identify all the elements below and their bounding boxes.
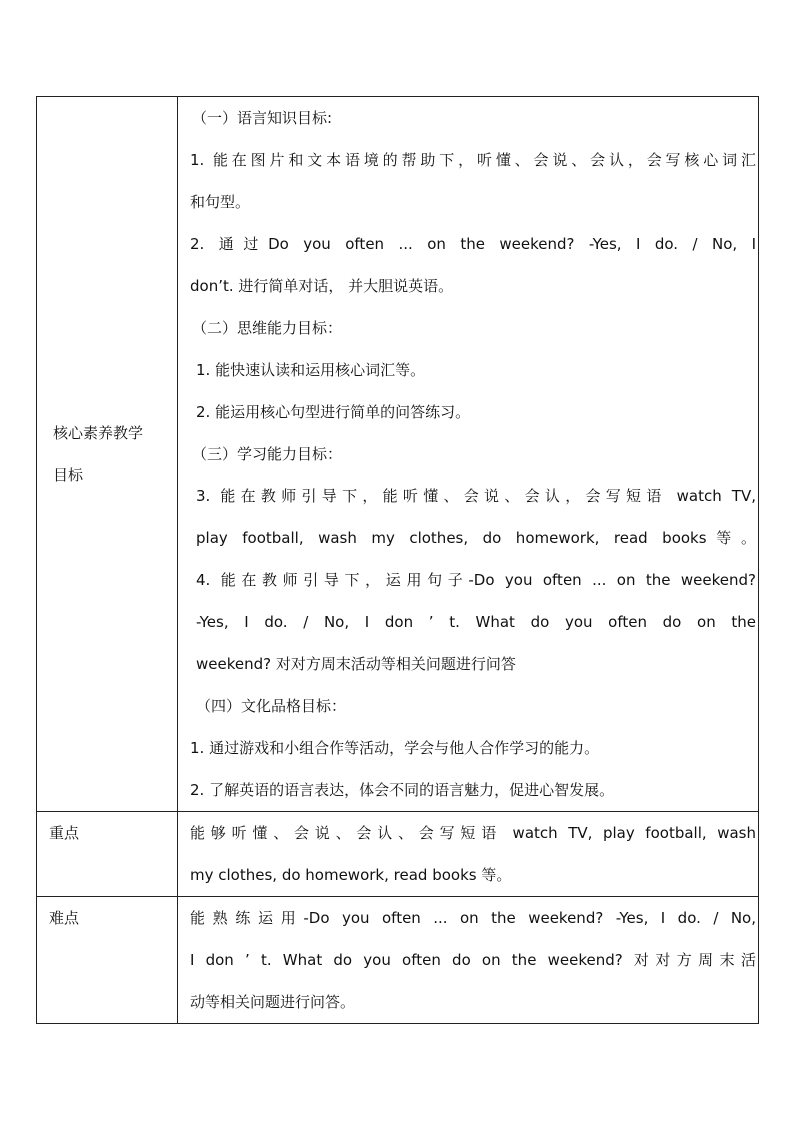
content-line: 2. 能运用核心句型进行简单的问答练习。	[196, 403, 471, 421]
content-line: -Yes, I do. / No, I don ’ t. What do you often do on the	[196, 613, 756, 631]
table-row-key-points	[37, 812, 759, 897]
content-line: my clothes, do homework, read books 等。	[190, 866, 512, 884]
section-heading-learning: （三）学习能力目标：	[192, 445, 343, 463]
content-line: 和句型。	[190, 193, 251, 211]
content-line: 动等相关问题进行问答。	[190, 993, 356, 1011]
content-line: 2. 通过Do you often ... on the weekend? -Yes, I do. / No, I	[190, 235, 756, 253]
row-label-line: 重点	[49, 824, 80, 842]
content-line: play football, wash my clothes, do homework, read books等。	[196, 529, 756, 547]
content-line: weekend? 对对方周末活动等相关问题进行问答	[196, 655, 516, 673]
row-content-key-points	[178, 812, 759, 897]
content-line: 1. 通过游戏和小组合作等活动，学会与他人合作学习的能力。	[190, 739, 600, 757]
row-label-line: 核心素养教学	[53, 424, 144, 442]
row-label-objectives	[37, 97, 178, 812]
content-line: 3. 能在教师引导下，能听懂、会说、会认，会写短语 watch TV,	[196, 487, 756, 505]
content-line: 1. 能快速认读和运用核心词汇等。	[196, 361, 426, 379]
section-heading-language: （一）语言知识目标:	[192, 109, 333, 127]
content-line: don’t. 进行简单对话， 并大胆说英语。	[190, 277, 454, 295]
table-row-difficulties	[37, 897, 759, 1024]
content-line: 1. 能在图片和文本语境的帮助下，听懂、会说、会认，会写核心词汇	[190, 151, 756, 169]
content-line: 能够听懂、会说、会认、会写短语 watch TV, play football, wash	[190, 824, 756, 842]
content-line: I don ’ t. What do you often do on the weekend? 对对方周末活	[190, 951, 756, 969]
content-line: 能熟练运用-Do you often ... on the weekend? -Yes, I do. / No,	[190, 909, 756, 927]
content-line: 2. 了解英语的语言表达，体会不同的语言魅力，促进心智发展。	[190, 781, 615, 799]
row-label-line: 难点	[49, 909, 80, 927]
table-row-objectives	[37, 97, 759, 812]
row-label-line: 目标	[53, 466, 84, 484]
section-heading-culture: （四）文化品格目标：	[196, 697, 347, 715]
content-line: 4. 能在教师引导下，运用句子-Do you often ... on the weekend?	[196, 571, 756, 589]
row-content-objectives	[178, 97, 759, 812]
row-content-difficulties	[178, 897, 759, 1024]
lesson-objectives-table	[36, 96, 759, 1024]
row-label-key-points	[37, 812, 178, 897]
row-label-difficulties	[37, 897, 178, 1024]
section-heading-thinking: （二）思维能力目标：	[192, 319, 343, 337]
